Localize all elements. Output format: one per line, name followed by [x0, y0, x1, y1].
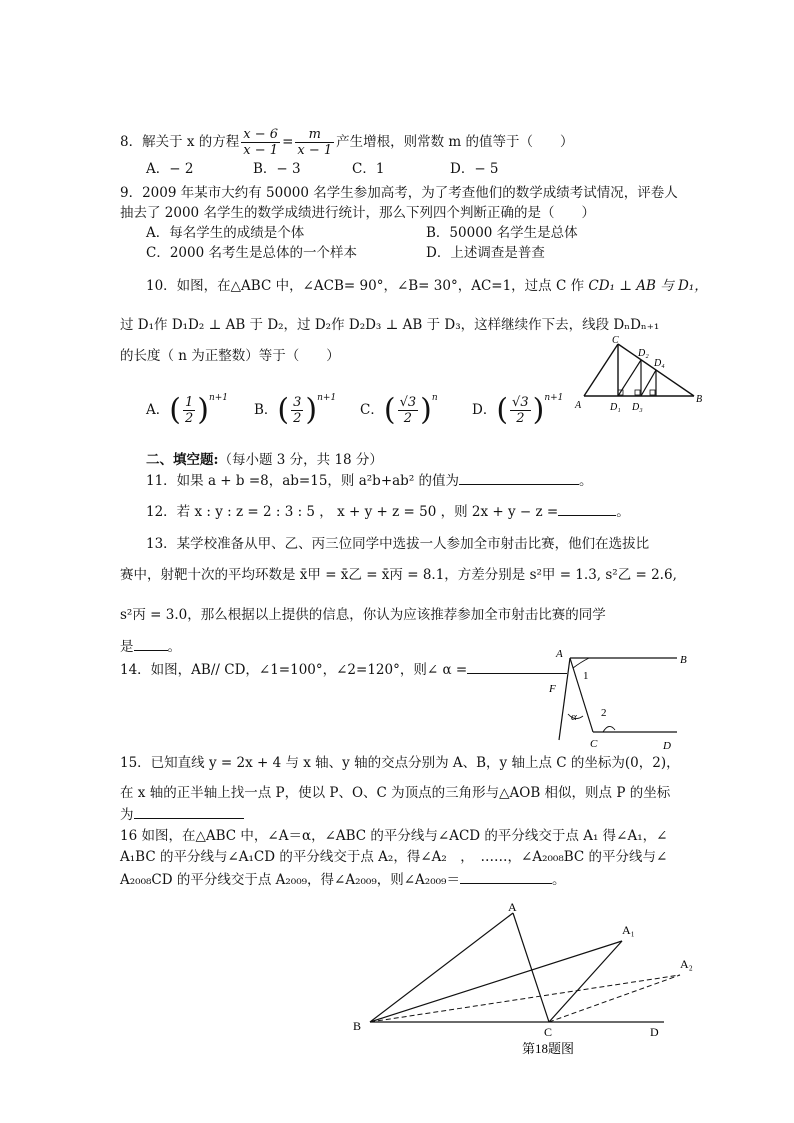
q14-figure: [545, 644, 685, 754]
q10-label-d4: D₄: [654, 358, 665, 369]
q10-line3: 的长度（ n 为正整数）等于（ ）: [120, 348, 340, 364]
q14-label-1: 1: [583, 670, 589, 682]
q10-label-d1: D₁: [610, 402, 621, 413]
q16-line-ca2: [549, 975, 680, 1022]
q16-label-a1: A₁: [622, 923, 635, 937]
q8-line: 8．解关于 x 的方程 $\frac{x - 6}{x - 1}$ = $\frac{m}{x - 1}$ 产生增根，则常数 m 的值等于（ ）: [120, 127, 574, 158]
q16-label-a: A: [508, 900, 517, 914]
q9-option-b: B．50000 名学生是总体: [426, 225, 578, 241]
q16-line1: 16 如图，在△ABC 中，∠A＝α，∠ABC 的平分线与∠ACD 的平分线交于点 A₁ 得∠A₁，∠: [120, 828, 668, 844]
section2-heading: 二、填空题:（每小题 3 分，共 18 分）: [146, 452, 383, 468]
q10-option-c: C．( $\frac{√3}{2}$ )$^n$: [360, 392, 438, 428]
q16-line-ac: [513, 913, 549, 1022]
q10-segment-d1d2: [618, 360, 641, 396]
q10-label-d3: D₃: [632, 402, 643, 413]
q12-answer-blank[interactable]: [558, 502, 616, 516]
q10-label-a: A: [575, 400, 582, 411]
q14-angle-1-arc: [573, 658, 589, 668]
q10-option-b: B．( $\frac{3}{2}$ )$^{n+1}$: [254, 392, 337, 428]
q13-answer-blank[interactable]: [134, 637, 168, 651]
q16-label-b: B: [353, 1019, 362, 1033]
q10-figure: [572, 334, 712, 414]
q16-line3: A₂₀₀₈CD 的平分线交于点 A₂₀₀₉，得∠A₂₀₀₉，则∠A₂₀₀₉＝ 。: [120, 872, 566, 888]
q14-label-alpha: α: [571, 711, 577, 723]
q13-line4: 是 。: [120, 639, 181, 655]
q16-label-a2: A₂: [680, 957, 693, 971]
q9-option-c: C．2000 名考生是总体的一个样本: [146, 245, 357, 261]
q10-right-angle-mark-2: [635, 390, 640, 395]
q10-line1: 10．如图，在△ABC 中，∠ACB= 90°，∠B= 30°，AC=1，过点 C 作 CD₁ ⊥ AB 与 D₁，: [146, 278, 708, 294]
q16-label-c: C: [544, 1025, 553, 1039]
q9-option-a: A．每名学生的成绩是个体: [146, 225, 305, 241]
q10-label-c: C: [612, 335, 619, 346]
q16-line2: A₁BC 的平分线与∠A₁CD 的平分线交于点 A₂，得∠A₂ ， ……，∠A₂₀₀₈BC 的平分线与∠: [120, 849, 668, 865]
q8-fraction-left: $\frac{x - 6}{x - 1}$: [243, 127, 279, 158]
q14-label-f: F: [549, 683, 556, 695]
q16-line-ba2: [370, 975, 680, 1022]
q12-line: 12．若 x : y : z = 2 : 3 : 5 ， x + y + z = 50 ，则 2x + y − z = 。: [146, 504, 630, 520]
q15-line1: 15．已知直线 y = 2x + 4 与 x 轴、y 轴的交点分别为 A、B，y 轴上点 C 的坐标为(0，2)，: [120, 755, 680, 771]
q10-label-d2: D₂: [638, 348, 649, 359]
q15-line3: 为: [120, 805, 244, 824]
q10-label-b: B: [696, 394, 703, 405]
q14-label-d: D: [663, 740, 671, 752]
q10-option-d: D．( $\frac{√3}{2}$ )$^{n+1}$: [472, 392, 564, 428]
q9-line1: 9．2009 年某市大约有 50000 名学生参加高考，为了考查他们的数学成绩考试情况，评卷人: [120, 185, 678, 201]
q16-label-d: D: [650, 1025, 659, 1039]
q11-line: 11．如果 a + b =8，ab=15，则 a²b+ab² 的值为 。: [146, 473, 593, 489]
q10-segment-d3d4: [641, 370, 656, 396]
q16-answer-blank[interactable]: [460, 870, 552, 884]
q8-option-a: A．− 2: [146, 161, 194, 177]
q14-angle-2-arc: [603, 726, 615, 732]
q14-label-2: 2: [601, 707, 607, 719]
q10-option-a: A．( $\frac{1}{2}$ )$^{n+1}$: [146, 392, 229, 428]
q8-option-c: C．1: [352, 161, 385, 177]
q9-line2: 抽去了 2000 名学生的数学成绩进行统计，那么下列四个判断正确的是（ ）: [120, 205, 595, 221]
q15-answer-blank[interactable]: [134, 805, 244, 819]
q15-line2: 在 x 轴的正半轴上找一点 P，使以 P、O、C 为顶点的三角形与△AOB 相似，则点 P 的坐标: [120, 785, 671, 801]
q14-transversal-1: [559, 658, 570, 740]
q8-suffix: 产生增根，则常数 m 的值等于（ ）: [336, 134, 574, 150]
q8-fraction-right: $\frac{m}{x - 1}$: [297, 127, 333, 158]
q9-option-d: D．上述调查是普查: [426, 245, 545, 261]
q13-line2: 赛中，射靶十次的平均环数是 x̄甲 = x̄乙 = x̄丙 = 8.1，方差分别是 s²甲 = 1.3, s²乙 = 2.6,: [120, 567, 677, 583]
q16-line-ba1: [370, 941, 622, 1022]
q10-segment-ac: [584, 344, 618, 396]
q10-line2: 过 D₁作 D₁D₂ ⊥ AB 于 D₂，过 D₂作 D₂D₃ ⊥ AB 于 D₃，这样继续作下去，线段 DₙDₙ₊₁: [120, 317, 660, 333]
q8-prefix: 8．解关于 x 的方程: [120, 134, 240, 150]
q11-answer-blank[interactable]: [459, 471, 579, 485]
q8-option-b: B．− 3: [253, 161, 301, 177]
q10-right-angle-mark-3: [650, 390, 655, 395]
q16-figure-caption: 第18题图: [522, 1041, 575, 1056]
q8-option-d: D．− 5: [450, 161, 499, 177]
q13-line3: s²丙 = 3.0，那么根据以上提供的信息，你认为应该推荐参加全市射击比赛的同学: [120, 607, 606, 623]
q16-line-ba: [370, 913, 513, 1022]
q14-line: 14．如图，AB// CD，∠1=100°，∠2=120°，则∠ α =: [120, 660, 567, 679]
q14-label-a: A: [556, 648, 563, 660]
q13-line1: 13．某学校准备从甲、乙、丙三位同学中选拔一人参加全市射击比赛，他们在选拔比: [146, 536, 650, 552]
q14-label-c: C: [590, 738, 598, 750]
q14-label-b: B: [680, 654, 687, 666]
q16-figure: [346, 895, 706, 1065]
